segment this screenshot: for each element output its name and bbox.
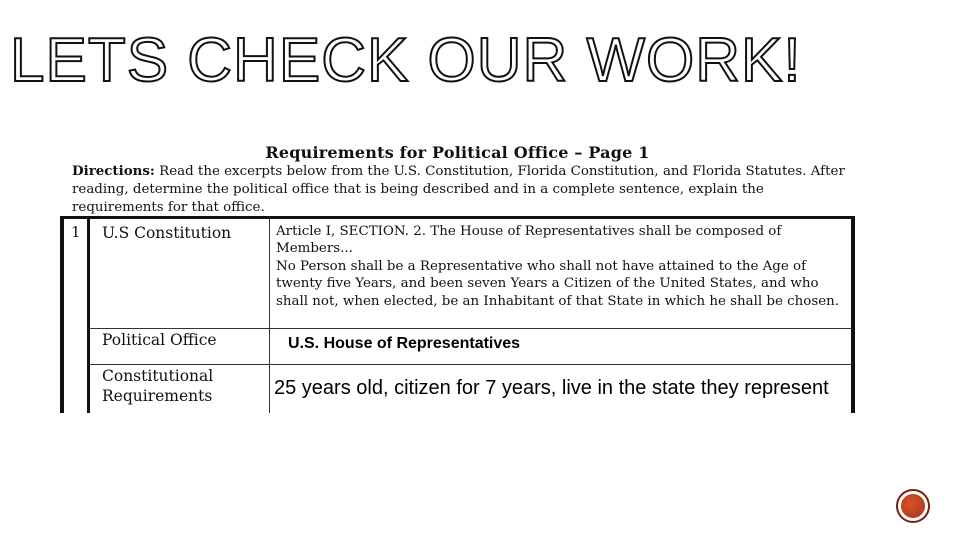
answer-office: U.S. House of Representatives bbox=[288, 335, 521, 352]
row-number: 1 bbox=[71, 223, 81, 241]
answer-requirements: 25 years old, citizen for 7 years, live in the state they represent bbox=[274, 377, 829, 399]
excerpt-line-2: No Person shall be a Representative who shall not have attained to the Age of twenty five Years, and been seven Years a Citizen of the United States, and who shall not, when elected, be an Inhabitant of that State in which he shall be chosen. bbox=[276, 258, 840, 309]
document-directions bbox=[72, 162, 847, 217]
document-excerpt bbox=[60, 140, 855, 413]
row-number-column bbox=[64, 219, 90, 413]
row-separator bbox=[90, 328, 851, 329]
directions-text: Read the excerpts below from the U.S. Constitution, Florida Constitution, and Florida Statutes. After reading, determine the political office that is being described and in a complete sentence, explain the requirements for that office. bbox=[72, 164, 845, 215]
document-heading: Requirements for Political Office – Page 1 bbox=[265, 143, 650, 162]
row-separator bbox=[90, 364, 851, 365]
requirements-label bbox=[102, 366, 213, 406]
requirements-label-line-2: Requirements bbox=[102, 387, 213, 405]
decorative-circle-inner bbox=[901, 494, 925, 518]
excerpt-line-1: Article I, SECTION. 2. The House of Representatives shall be composed of Members... bbox=[276, 224, 782, 257]
source-label: U.S Constitution bbox=[102, 224, 232, 242]
excerpt-text bbox=[276, 223, 846, 310]
office-label: Political Office bbox=[102, 331, 217, 349]
requirements-label-line-1: Constitutional bbox=[102, 367, 214, 385]
directions-label: Directions: bbox=[72, 163, 155, 179]
decorative-circle-icon bbox=[896, 489, 930, 523]
slide-title: LETS CHECK OUR WORK! bbox=[10, 26, 802, 95]
